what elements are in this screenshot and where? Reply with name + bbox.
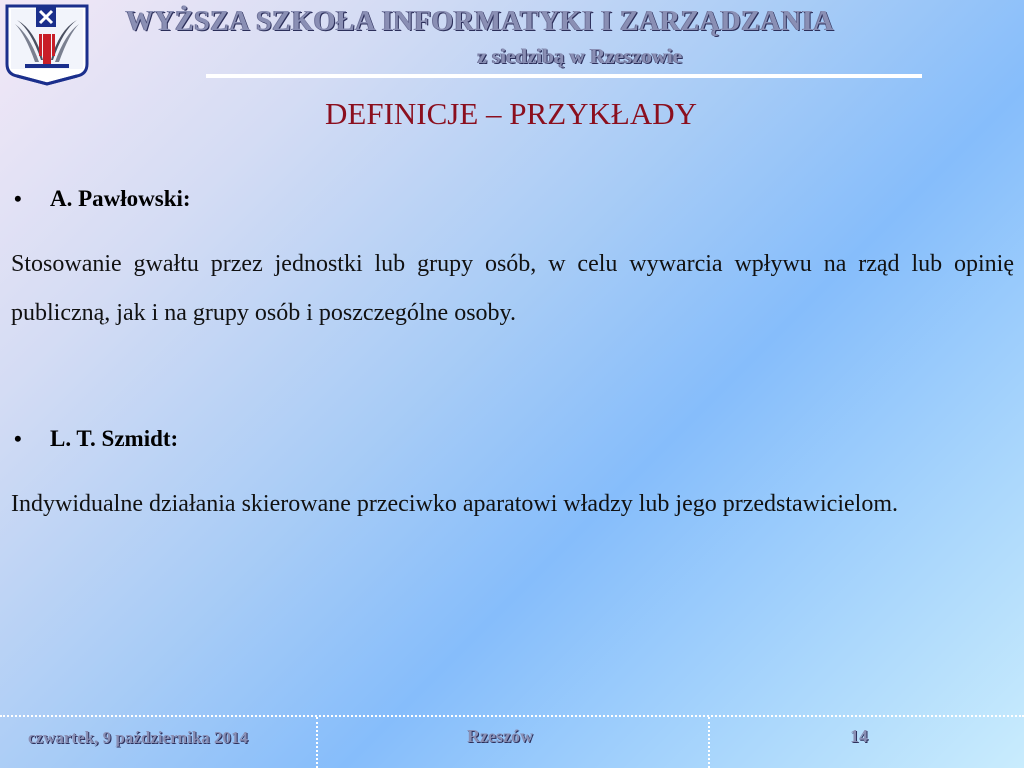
footer-separator	[316, 717, 318, 768]
institution-subtitle: z siedzibą w Rzeszowie	[477, 44, 683, 68]
institution-name: WYŻSZA SZKOŁA INFORMATYKI I ZARZĄDZANIA	[125, 6, 835, 37]
slide-title: DEFINICJE – PRZYKŁADY	[325, 96, 697, 131]
bullet-icon: •	[14, 186, 22, 211]
header-divider	[206, 74, 922, 78]
footer-separator	[708, 717, 710, 768]
author-label: L. T. Szmidt:	[50, 426, 179, 451]
footer-divider	[0, 715, 1024, 717]
definition-text: Indywidualne działania skierowane przeciwko aparatowi władzy lub jego przedstawicielom.	[11, 491, 898, 517]
author-label: A. Pawłowski:	[50, 186, 191, 211]
bullet-item-pawlowski	[14, 186, 191, 212]
footer-place: Rzeszów	[467, 726, 533, 746]
page-number: 14	[850, 726, 868, 746]
bullet-item-szmidt	[14, 426, 178, 452]
footer-date: czwartek, 9 października 2014	[28, 728, 249, 747]
bullet-icon: •	[14, 426, 22, 451]
definition-text: Stosowanie gwałtu przez jednostki lub grupy osób, w celu wywarcia wpływu na rząd lub opinię publiczną, jak i na grupy osób i poszczególne osoby.	[11, 251, 1014, 326]
